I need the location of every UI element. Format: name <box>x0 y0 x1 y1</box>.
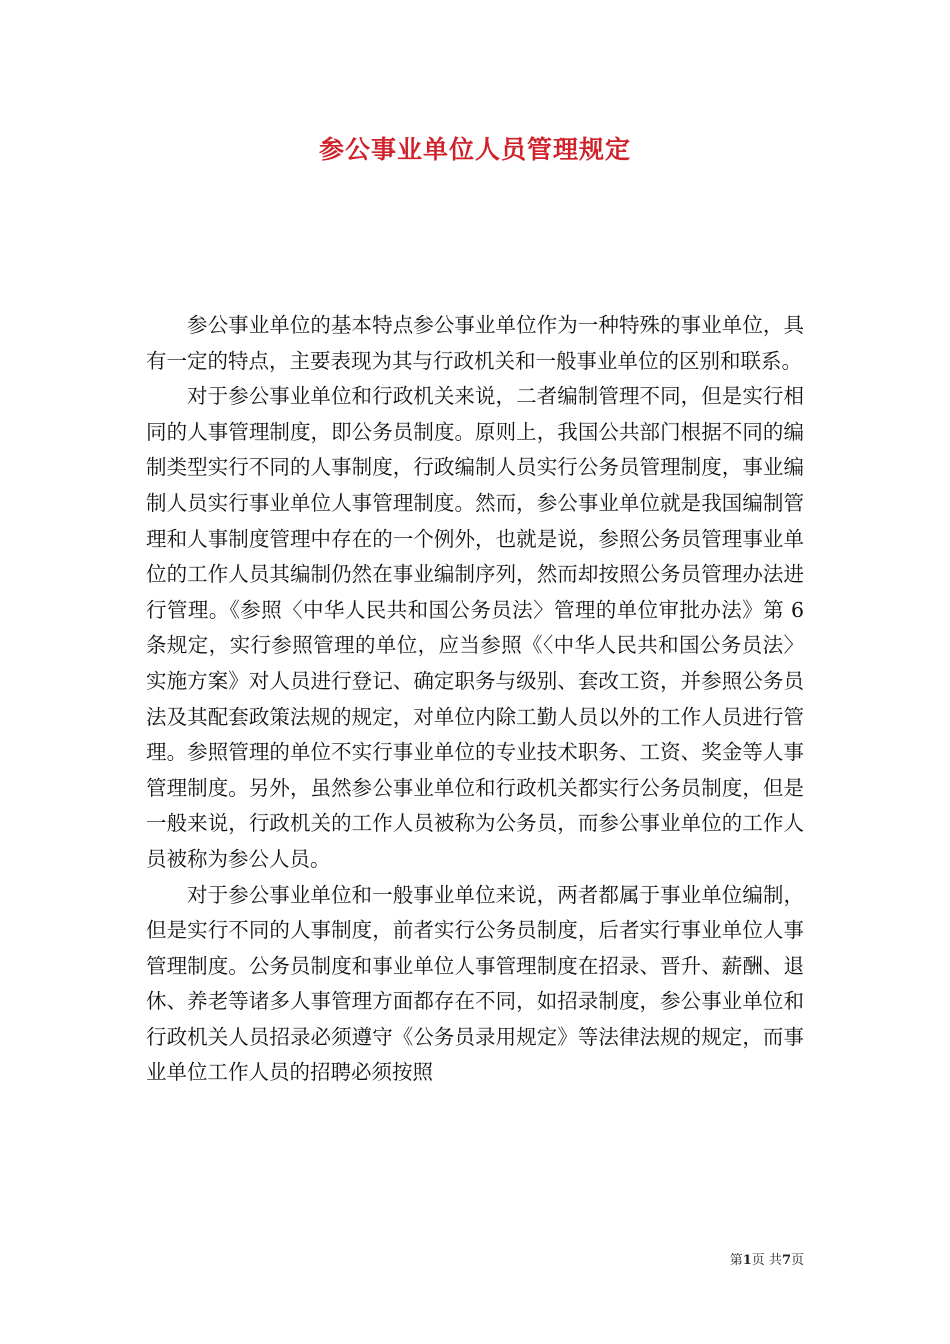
total-pages-number: 7 <box>781 1253 791 1268</box>
paragraph-3: 对于参公事业单位和一般事业单位来说，两者都属于事业单位编制，但是实行不同的人事制度，前者实行公务员制度，后者实行事业单位人事管理制度。公务员制度和事业单位人事管理制度在招录、晋升、薪酬、退休、养老等诸多人事管理方面都存在不同，如招录制度，参公事业单位和行政机关人员招录必须遵守《公务员录用规定》等法律法规的规定，而事业单位工作人员的招聘必须按照 <box>146 882 804 1085</box>
current-page-number: 1 <box>742 1253 752 1268</box>
document-title: 参公事业单位人员管理规定 <box>318 135 631 164</box>
footer-middle: 页 共 <box>751 1253 782 1268</box>
document-body <box>146 308 804 1091</box>
page-number-footer <box>730 1249 804 1268</box>
footer-suffix: 页 <box>790 1253 804 1268</box>
paragraph-1: 参公事业单位的基本特点参公事业单位作为一种特殊的事业单位，具有一定的特点，主要表现为其与行政机关和一般事业单位的区别和联系。 <box>146 313 804 373</box>
footer-prefix: 第 <box>729 1253 743 1268</box>
paragraph-2: 对于参公事业单位和行政机关来说，二者编制管理不同，但是实行相同的人事管理制度，即公务员制度。原则上，我国公共部门根据不同的编制类型实行不同的人事制度，行政编制人员实行公务员管理制度，事业编制人员实行事业单位人事管理制度。然而，参公事业单位就是我国编制管理和人事制度管理中存在的一个例外，也就是说，参照公务员管理事业单位的工作人员其编制仍然在事业编制序列，然而却按照公务员管理办法进行管理。《参照〈中华人民共和国公务员法〉管理的单位审批办法》第 6 条规定，实行参照管理的单位，应当参照《〈中华人民共和国公务员法〉实施方案》对人员进行登记、确定职务与级别、套改工资，并参照公务员法及其配套政策法规的规定，对单位内除工勤人员以外的工作人员进行管理。参照管理的单位不实行事业单位的专业技术职务、工资、奖金等人事管理制度。另外，虽然参公事业单位和行政机关都实行公务员制度，但是一般来说，行政机关的工作人员被称为公务员，而参公事业单位的工作人员被称为参公人员。 <box>146 384 804 871</box>
